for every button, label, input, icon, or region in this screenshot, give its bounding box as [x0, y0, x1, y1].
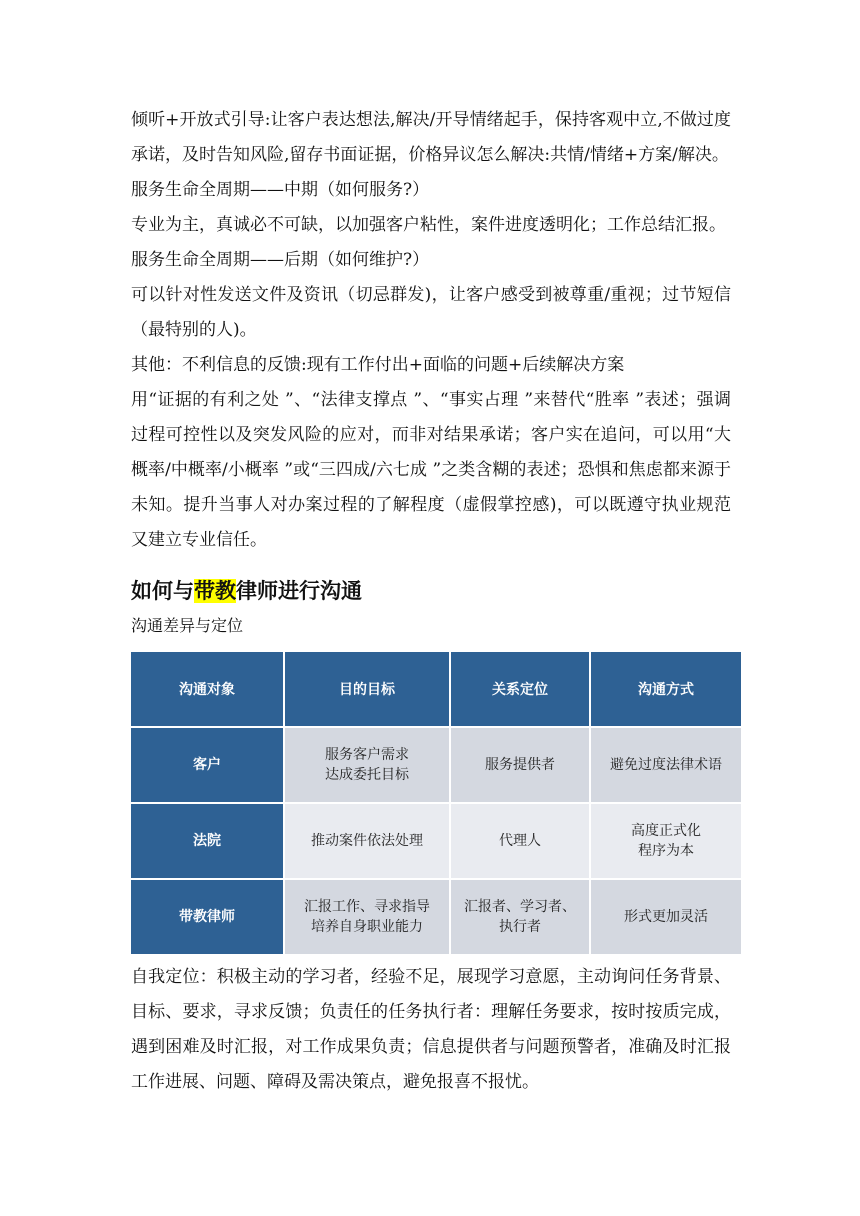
table-row — [131, 728, 741, 802]
paragraph: 用“证据的有利之处 ”、“法律支撑点 ”、“事实占理 ”来替代“胜率 ”表述；强调过程可控性以及突发风险的应对，而非对结果承诺；客户实在追问，可以用“大概率/中概率/小概率 ”或“三四成/六七成 ”之类含糊的表述；恐惧和焦虑都来源于未知。提升当事人对办案过程的了解程度（虚假掌控感)，可以既遵守执业规范又建立专业信任。 — [131, 390, 731, 550]
table-cell: 汇报者、学习者、 执行者 — [451, 880, 589, 954]
table-cell: 服务客户需求 达成委托目标 — [285, 728, 449, 802]
table-cell: 代理人 — [451, 804, 589, 878]
table-cell: 汇报工作、寻求指导 培养自身职业能力 — [285, 880, 449, 954]
column-header: 关系定位 — [451, 652, 589, 726]
communication-table — [129, 650, 743, 956]
row-header: 客户 — [131, 728, 283, 802]
document-page — [131, 103, 731, 1100]
heading-part: 律师进行沟通 — [236, 579, 362, 603]
table-row — [131, 804, 741, 878]
section-heading — [131, 576, 731, 606]
highlighted-text: 带教 — [194, 579, 236, 603]
column-header: 沟通对象 — [131, 652, 283, 726]
paragraph: 倾听+开放式引导:让客户表达想法,解决/开导情绪起手，保持客观中立,不做过度承诺，及时告知风险,留存书面证据，价格异议怎么解决:共情/情绪+方案/解决。 — [131, 110, 731, 165]
row-header: 带教律师 — [131, 880, 283, 954]
heading-part: 如何与 — [131, 579, 194, 603]
table-cell: 推动案件依法处理 — [285, 804, 449, 878]
column-header: 目的目标 — [285, 652, 449, 726]
paragraph: 其他：不利信息的反馈:现有工作付出+面临的问题+后续解决方案 — [131, 355, 625, 375]
paragraph: 自我定位：积极主动的学习者，经验不足，展现学习意愿，主动询问任务背景、目标、要求，寻求反馈；负责任的任务执行者：理解任务要求，按时按质完成，遇到困难及时汇报，对工作成果负责；信息提供者与问题预警者，准确及时汇报工作进展、问题、障碍及需决策点，避免报喜不报忧。 — [131, 967, 731, 1092]
table-header-row — [131, 652, 741, 726]
table-caption: 沟通差异与定位 — [131, 616, 244, 635]
table-cell: 避免过度法律术语 — [591, 728, 741, 802]
table-cell: 形式更加灵活 — [591, 880, 741, 954]
paragraph: 可以针对性发送文件及资讯（切忌群发)，让客户感受到被尊重/重视；过节短信（最特别的人)。 — [131, 285, 731, 340]
section-label: 服务生命全周期——后期（如何维护?） — [131, 250, 430, 270]
section-label: 服务生命全周期——中期（如何服务?） — [131, 180, 430, 200]
column-header: 沟通方式 — [591, 652, 741, 726]
row-header: 法院 — [131, 804, 283, 878]
table-row — [131, 880, 741, 954]
paragraph: 专业为主，真诚必不可缺，以加强客户粘性，案件进度透明化；工作总结汇报。 — [131, 215, 726, 235]
table-cell: 服务提供者 — [451, 728, 589, 802]
table-cell: 高度正式化 程序为本 — [591, 804, 741, 878]
